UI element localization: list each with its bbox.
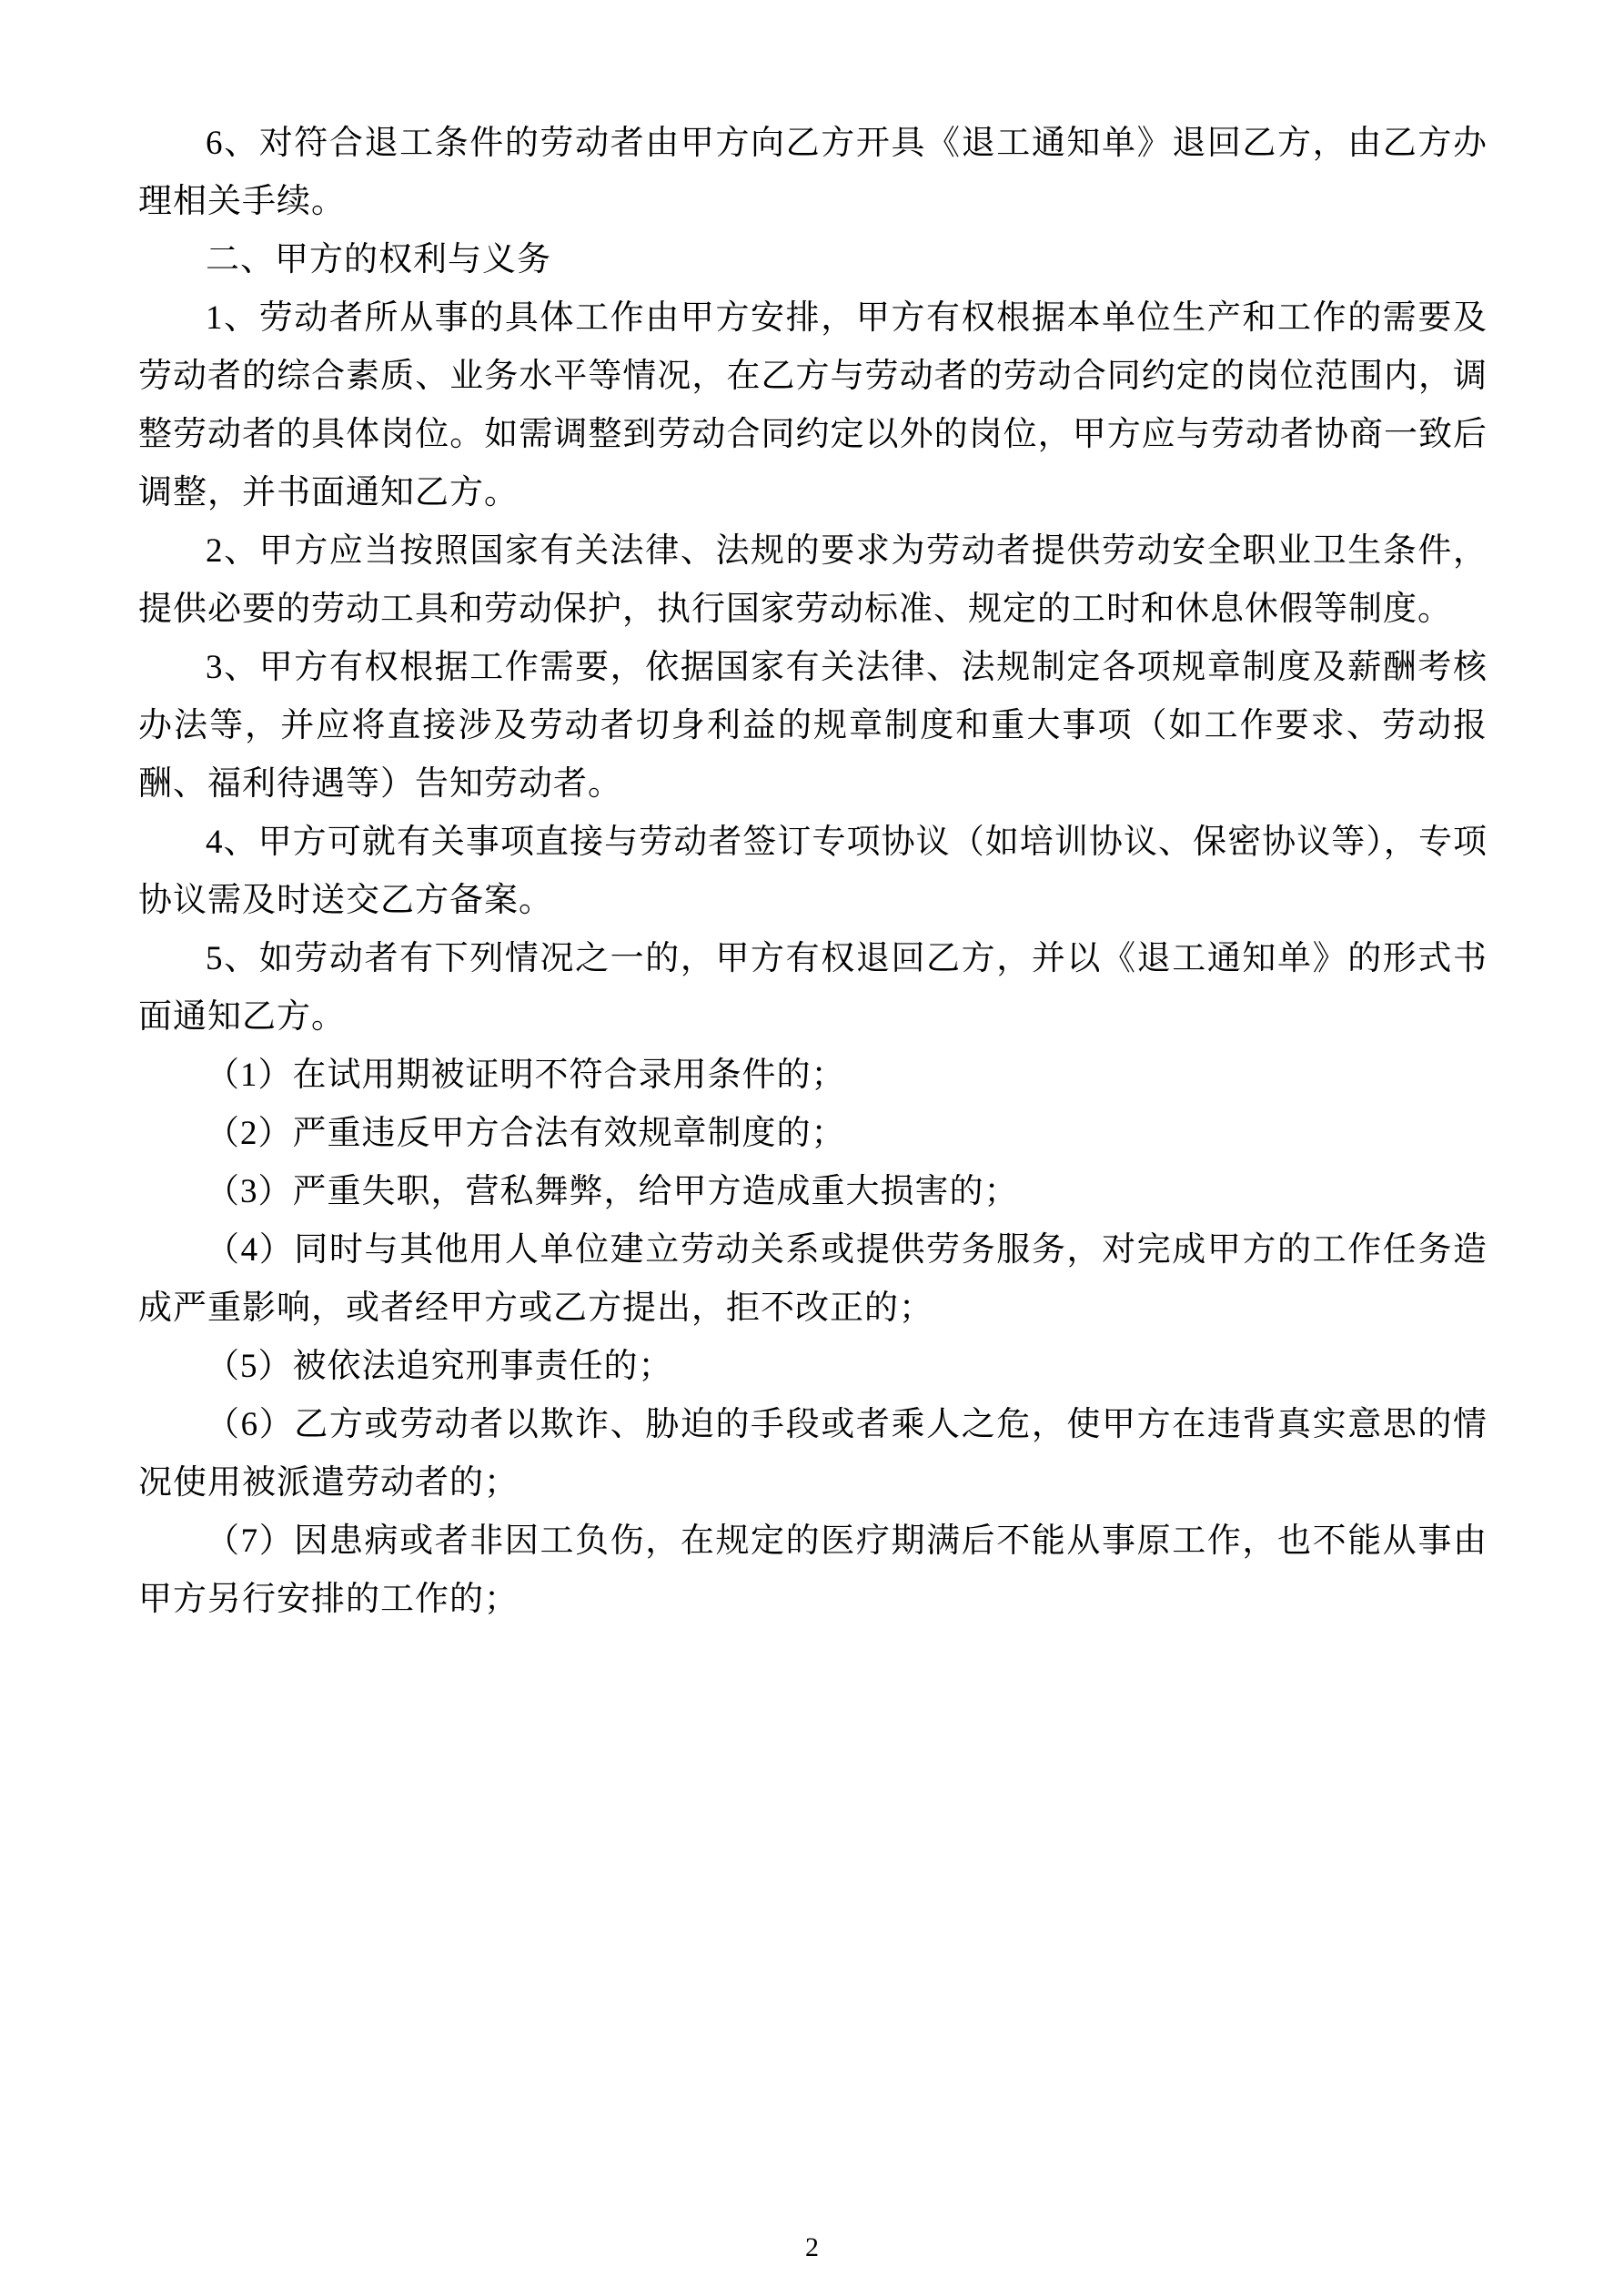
paragraph: 5、如劳动者有下列情况之一的，甲方有权退回乙方，并以《退工通知单》的形式书面通知乙方。: [138, 940, 1488, 1036]
section-heading: 二、甲方的权利与义务: [206, 241, 551, 278]
page-number: 2: [805, 2232, 819, 2262]
list-item: （7）因患病或者非因工负伤，在规定的医疗期满后不能从事原工作，也不能从事由甲方另行安排的工作的；: [138, 1522, 1488, 1618]
document-body: [138, 115, 1488, 1629]
list-item: （5）被依法追究刑事责任的；: [206, 1348, 673, 1385]
list-item: （2）严重违反甲方合法有效规章制度的；: [206, 1115, 846, 1152]
list-item: （1）在试用期被证明不符合录用条件的；: [206, 1057, 846, 1094]
paragraph: 4、甲方可就有关事项直接与劳动者签订专项协议（如培训协议、保密协议等），专项协议需及时送交乙方备案。: [138, 824, 1488, 919]
paragraph: 2、甲方应当按照国家有关法律、法规的要求为劳动者提供劳动安全职业卫生条件，提供必要的劳动工具和劳动保护，执行国家劳动标准、规定的工时和休息休假等制度。: [138, 532, 1488, 628]
list-item: （4）同时与其他用人单位建立劳动关系或提供劳务服务，对完成甲方的工作任务造成严重影响，或者经甲方或乙方提出，拒不改正的；: [138, 1231, 1488, 1327]
list-item: （6）乙方或劳动者以欺诈、胁迫的手段或者乘人之危，使甲方在违背真实意思的情况使用被派遣劳动者的；: [138, 1406, 1488, 1502]
list-item: （3）严重失职，营私舞弊，给甲方造成重大损害的；: [206, 1173, 1019, 1210]
paragraph: 6、对符合退工条件的劳动者由甲方向乙方开具《退工通知单》退回乙方，由乙方办理相关手续。: [138, 125, 1488, 220]
paragraph: 3、甲方有权根据工作需要，依据国家有关法律、法规制定各项规章制度及薪酬考核办法等，并应将直接涉及劳动者切身利益的规章制度和重大事项（如工作要求、劳动报酬、福利待遇等）告知劳动者。: [138, 649, 1488, 803]
paragraph: 1、劳动者所从事的具体工作由甲方安排，甲方有权根据本单位生产和工作的需要及劳动者的综合素质、业务水平等情况，在乙方与劳动者的劳动合同约定的岗位范围内，调整劳动者的具体岗位。如需调整到劳动合同约定以外的岗位，甲方应与劳动者协商一致后调整，并书面通知乙方。: [138, 299, 1488, 511]
